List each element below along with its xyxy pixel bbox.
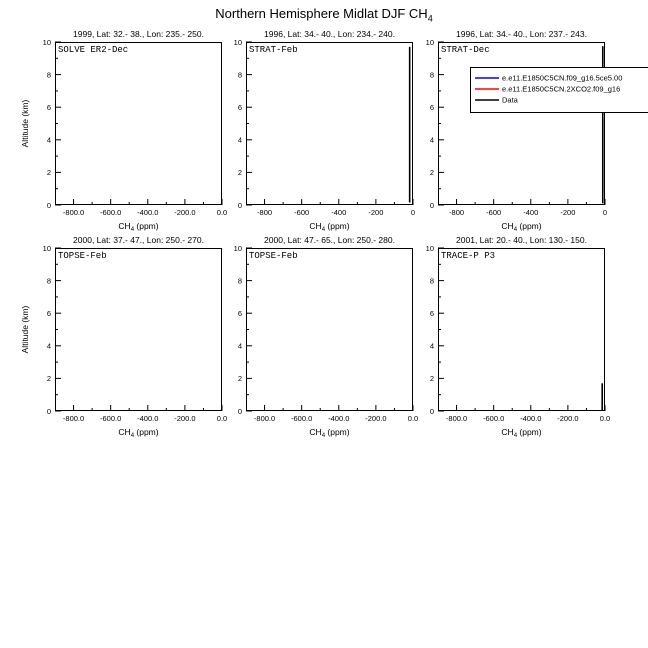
panel-4 bbox=[15, 234, 231, 446]
panel-label: SOLVE ER2-Dec bbox=[58, 45, 129, 55]
x-tick-label: -200 bbox=[560, 208, 576, 217]
y-tick-label: 0 bbox=[429, 200, 434, 210]
y-tick-label: 0 bbox=[46, 406, 51, 416]
y-axis-title: Altitude (km) bbox=[20, 99, 30, 148]
y-tick-label: 2 bbox=[46, 168, 51, 178]
x-tick-label: -200.0 bbox=[174, 208, 196, 217]
x-tick-label: -800 bbox=[257, 208, 273, 217]
y-tick-label: 2 bbox=[237, 374, 242, 384]
x-axis-title: $CH_4$ (ppm) bbox=[501, 221, 542, 233]
x-tick-label: 0.0 bbox=[216, 414, 228, 423]
plot-frame bbox=[247, 43, 413, 205]
x-tick-label: -600.0 bbox=[291, 414, 313, 423]
panel-label: TOPSE-Feb bbox=[249, 251, 298, 261]
x-axis-title: $CH_4$ (ppm) bbox=[501, 427, 542, 439]
y-tick-label: 4 bbox=[46, 341, 51, 351]
panel-header: 1999, Lat: 32.- 38., Lon: 235.- 250. bbox=[73, 29, 204, 39]
y-tick-label: 10 bbox=[425, 37, 434, 47]
y-tick-label: 8 bbox=[237, 70, 242, 80]
y-tick-label: 4 bbox=[237, 135, 242, 145]
y-axis-title: Altitude (km) bbox=[20, 305, 30, 354]
x-tick-label: -800.0 bbox=[445, 414, 468, 423]
panel-2 bbox=[206, 28, 422, 240]
x-tick-label: -400.0 bbox=[328, 414, 350, 423]
panel-header: 1996, Lat: 34.- 40., Lon: 237.- 243. bbox=[456, 29, 587, 39]
legend-box bbox=[470, 67, 648, 120]
panel-header: 2000, Lat: 37.- 47., Lon: 250.- 270. bbox=[73, 235, 204, 245]
panel-6 bbox=[398, 234, 614, 446]
legend-label: Data bbox=[502, 95, 518, 105]
x-tick-label: -600 bbox=[294, 208, 310, 217]
x-axis-title: $CH_4$ (ppm) bbox=[118, 221, 159, 233]
y-tick-label: 6 bbox=[429, 103, 434, 112]
y-tick-label: 6 bbox=[46, 309, 51, 318]
legend bbox=[470, 67, 648, 115]
panel-label: TRACE-P P3 bbox=[441, 251, 496, 261]
x-tick-label: -800.0 bbox=[62, 414, 85, 423]
y-tick-label: 2 bbox=[237, 168, 242, 178]
x-tick-label: -600.0 bbox=[483, 414, 505, 423]
y-tick-label: 2 bbox=[429, 168, 434, 178]
y-tick-label: 6 bbox=[237, 309, 242, 318]
panel-header: 2000, Lat: 47.- 65., Lon: 250.- 280. bbox=[264, 235, 395, 245]
x-tick-label: -200 bbox=[368, 208, 384, 217]
x-tick-label: -400.0 bbox=[137, 208, 159, 217]
x-tick-label: -400.0 bbox=[520, 414, 542, 423]
panel-header: 2001, Lat: 20.- 40., Lon: 130.- 150. bbox=[456, 235, 587, 245]
figure-title: Northern Hemisphere Midlat DJF $CH_4$ bbox=[215, 6, 433, 24]
x-tick-label: -800.0 bbox=[253, 414, 276, 423]
y-tick-label: 8 bbox=[46, 276, 51, 286]
y-tick-label: 10 bbox=[233, 243, 242, 253]
y-tick-label: 6 bbox=[237, 103, 242, 112]
x-tick-label: -400 bbox=[331, 208, 347, 217]
y-tick-label: 10 bbox=[233, 37, 242, 47]
plot-frame bbox=[56, 43, 222, 205]
y-tick-label: 6 bbox=[429, 309, 434, 318]
y-tick-label: 4 bbox=[429, 341, 434, 351]
y-tick-label: 0 bbox=[46, 200, 51, 210]
y-tick-label: 8 bbox=[237, 276, 242, 286]
legend-label: e.e11.E1850C5CN.f09_g16.5ce5.00 bbox=[502, 73, 623, 83]
y-tick-label: 0 bbox=[429, 406, 434, 416]
panel-label: TOPSE-Feb bbox=[58, 251, 107, 261]
x-axis-title: $CH_4$ (ppm) bbox=[118, 427, 159, 439]
panel-label: STRAT-Dec bbox=[441, 45, 490, 55]
x-tick-label: -600.0 bbox=[100, 414, 122, 423]
y-tick-label: 0 bbox=[237, 200, 242, 210]
panel-3 bbox=[398, 28, 614, 240]
y-tick-label: 2 bbox=[429, 374, 434, 384]
x-tick-label: 0.0 bbox=[599, 414, 611, 423]
y-tick-label: 0 bbox=[237, 406, 242, 416]
x-tick-label: -800 bbox=[449, 208, 465, 217]
y-tick-label: 4 bbox=[237, 341, 242, 351]
panel-5 bbox=[206, 234, 422, 446]
x-tick-label: -600 bbox=[486, 208, 502, 217]
legend-label: e.e11.E1850C5CN.2XCO2.f09_g16 bbox=[502, 84, 621, 94]
x-tick-label: 0 bbox=[410, 208, 416, 217]
plot-frame bbox=[247, 249, 413, 411]
x-tick-label: -200.0 bbox=[557, 414, 579, 423]
x-axis-title: $CH_4$ (ppm) bbox=[309, 427, 350, 439]
y-tick-label: 8 bbox=[429, 276, 434, 286]
x-tick-label: -400 bbox=[523, 208, 539, 217]
y-tick-label: 4 bbox=[46, 135, 51, 145]
y-tick-label: 4 bbox=[429, 135, 434, 145]
plot-frame bbox=[56, 249, 222, 411]
panel-label: STRAT-Feb bbox=[249, 45, 298, 55]
plot-frame bbox=[439, 249, 605, 411]
x-tick-label: -200.0 bbox=[365, 414, 387, 423]
y-tick-label: 10 bbox=[425, 243, 434, 253]
x-tick-label: -600.0 bbox=[100, 208, 122, 217]
x-tick-label: -400.0 bbox=[137, 414, 159, 423]
x-tick-label: 0.0 bbox=[216, 208, 228, 217]
y-tick-label: 2 bbox=[46, 374, 51, 384]
x-tick-label: -200.0 bbox=[174, 414, 196, 423]
panel-1 bbox=[15, 28, 231, 240]
x-axis-title: $CH_4$ (ppm) bbox=[309, 221, 350, 233]
x-tick-label: 0 bbox=[602, 208, 608, 217]
y-tick-label: 8 bbox=[429, 70, 434, 80]
x-tick-label: 0.0 bbox=[407, 414, 419, 423]
y-tick-label: 10 bbox=[42, 37, 51, 47]
y-tick-label: 10 bbox=[42, 243, 51, 253]
panel-header: 1996, Lat: 34.- 40., Lon: 234.- 240. bbox=[264, 29, 395, 39]
x-tick-label: -800.0 bbox=[62, 208, 85, 217]
y-tick-label: 8 bbox=[46, 70, 51, 80]
y-tick-label: 6 bbox=[46, 103, 51, 112]
